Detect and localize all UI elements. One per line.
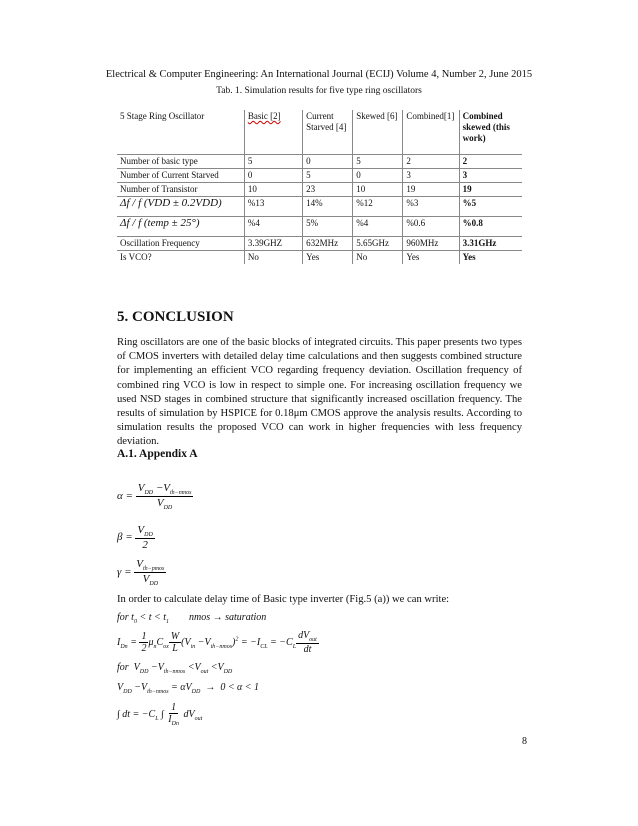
cell: Δf / f (VDD ± 0.2VDD) — [117, 197, 244, 217]
cell: 5 — [353, 155, 403, 169]
header-cell: Basic [2] — [244, 110, 302, 155]
appendix-title: A.1. Appendix A — [117, 448, 198, 460]
cell: Yes — [459, 251, 522, 265]
section-title: 5. CONCLUSION — [117, 309, 234, 325]
cell: Δf / f (temp ± 25°) — [117, 217, 244, 237]
cell: Oscillation Frequency — [117, 237, 244, 251]
header-cell: Combined[1] — [403, 110, 459, 155]
cell: 5% — [303, 217, 353, 237]
header-cell: Current Starved [4] — [303, 110, 353, 155]
cell: %13 — [244, 197, 302, 217]
conclusion-paragraph: Ring oscillators are one of the basic blocks of integrated circuits. This paper presents two types of CMOS inverters with detailed delay time calculations and then suggests combined structure for implementing an efficient VCO regarding frequency deviation. Oscillation frequency of combined ring VCO is low in respect to simple one. For increasing oscillation frequency we used NSD stages in combined structure that significantly increased oscillation frequency. The results of simulation by HSPICE for 0.18μm CMOS approve the analysis results. According to simulation results the proposed VCO can work in higher frequencies with less frequency deviation. — [117, 337, 522, 448]
cell: 2 — [403, 155, 459, 169]
delay-intro-text: In order to calculate delay time of Basic type inverter (Fig.5 (a)) we can write: — [117, 594, 450, 605]
cell: %0.6 — [403, 217, 459, 237]
cell: Number of Transistor — [117, 183, 244, 197]
cell: Yes — [303, 251, 353, 265]
cell: 632MHz — [303, 237, 353, 251]
cell: 960MHz — [403, 237, 459, 251]
cell: No — [353, 251, 403, 265]
cell: Number of basic type — [117, 155, 244, 169]
cell: Number of Current Starved — [117, 169, 244, 183]
table-row — [117, 183, 522, 197]
integral-equation: ∫ dt = $-C_L$ ∫ $\frac{1}{I_{Dn}}$ $dV_{out}$ — [117, 702, 203, 727]
alpha-range-equation: $V_{DD} -V_{th-nmos} = \alpha V_{DD} \to 0 < \alpha < 1$ — [117, 682, 260, 695]
table-header-row — [117, 110, 522, 155]
header-cell: 5 Stage Ring Oscillator — [117, 110, 244, 155]
cell: 0 — [353, 169, 403, 183]
condition-equation: for $t_0 < t < t_1$ nmos → saturation — [117, 612, 267, 625]
cell: 3 — [459, 169, 522, 183]
cell: 2 — [459, 155, 522, 169]
cell: 10 — [244, 183, 302, 197]
journal-header: Electrical & Computer Engineering: An International Journal (ECIJ) Volume 4, Number 2, June 2015 — [105, 69, 533, 80]
cell: %4 — [244, 217, 302, 237]
alpha-equation: α = $\frac{V_{DD} -V_{th-nmos}}{V_{DD}}$ — [117, 482, 192, 512]
table-row — [117, 251, 522, 265]
cell: 3.39GHZ — [244, 237, 302, 251]
page-number: 8 — [522, 736, 527, 747]
cell: Yes — [403, 251, 459, 265]
cell: 19 — [403, 183, 459, 197]
table-row — [117, 237, 522, 251]
cell: %4 — [353, 217, 403, 237]
simulation-table — [117, 110, 522, 264]
cell: %0.8 — [459, 217, 522, 237]
cell: 3.31GHz — [459, 237, 522, 251]
cell: 0 — [303, 155, 353, 169]
cell: 5 — [244, 155, 302, 169]
table-row — [117, 217, 522, 237]
cell: %5 — [459, 197, 522, 217]
table-caption: Tab. 1. Simulation results for five type ring oscillators — [216, 86, 422, 96]
current-equation: $I_{Dn}$ = $\frac{1}{2}$ $\mu_nC_{ox}$ $\frac{W}{L}$ $(V_{in} -V_{th-nmos})^2 = -I_{CL} = -C_L$ $\frac{dV_{out}}{dt}$ — [117, 630, 317, 655]
cell: 10 — [353, 183, 403, 197]
header-cell: Combined skewed (this work) — [459, 110, 522, 155]
cell: 0 — [244, 169, 302, 183]
table-row — [117, 155, 522, 169]
gamma-equation: γ = $\frac{V_{th-pmos}}{V_{DD}}$ — [117, 558, 165, 588]
table-row — [117, 169, 522, 183]
cell: %12 — [353, 197, 403, 217]
cell: 14% — [303, 197, 353, 217]
cell: 3 — [403, 169, 459, 183]
cell: 5 — [303, 169, 353, 183]
cell: Is VCO? — [117, 251, 244, 265]
cell: 5.65GHz — [353, 237, 403, 251]
cell: 23 — [303, 183, 353, 197]
header-cell: Skewed [6] — [353, 110, 403, 155]
cell: %3 — [403, 197, 459, 217]
cell: 19 — [459, 183, 522, 197]
range-equation: for $V_{DD} -V_{th-nmos} <V_{out} <V_{DD}$ — [117, 662, 233, 675]
cell: No — [244, 251, 302, 265]
beta-equation: β = $\frac{V_{DD}}{2}$ — [117, 524, 153, 552]
table-row — [117, 197, 522, 217]
